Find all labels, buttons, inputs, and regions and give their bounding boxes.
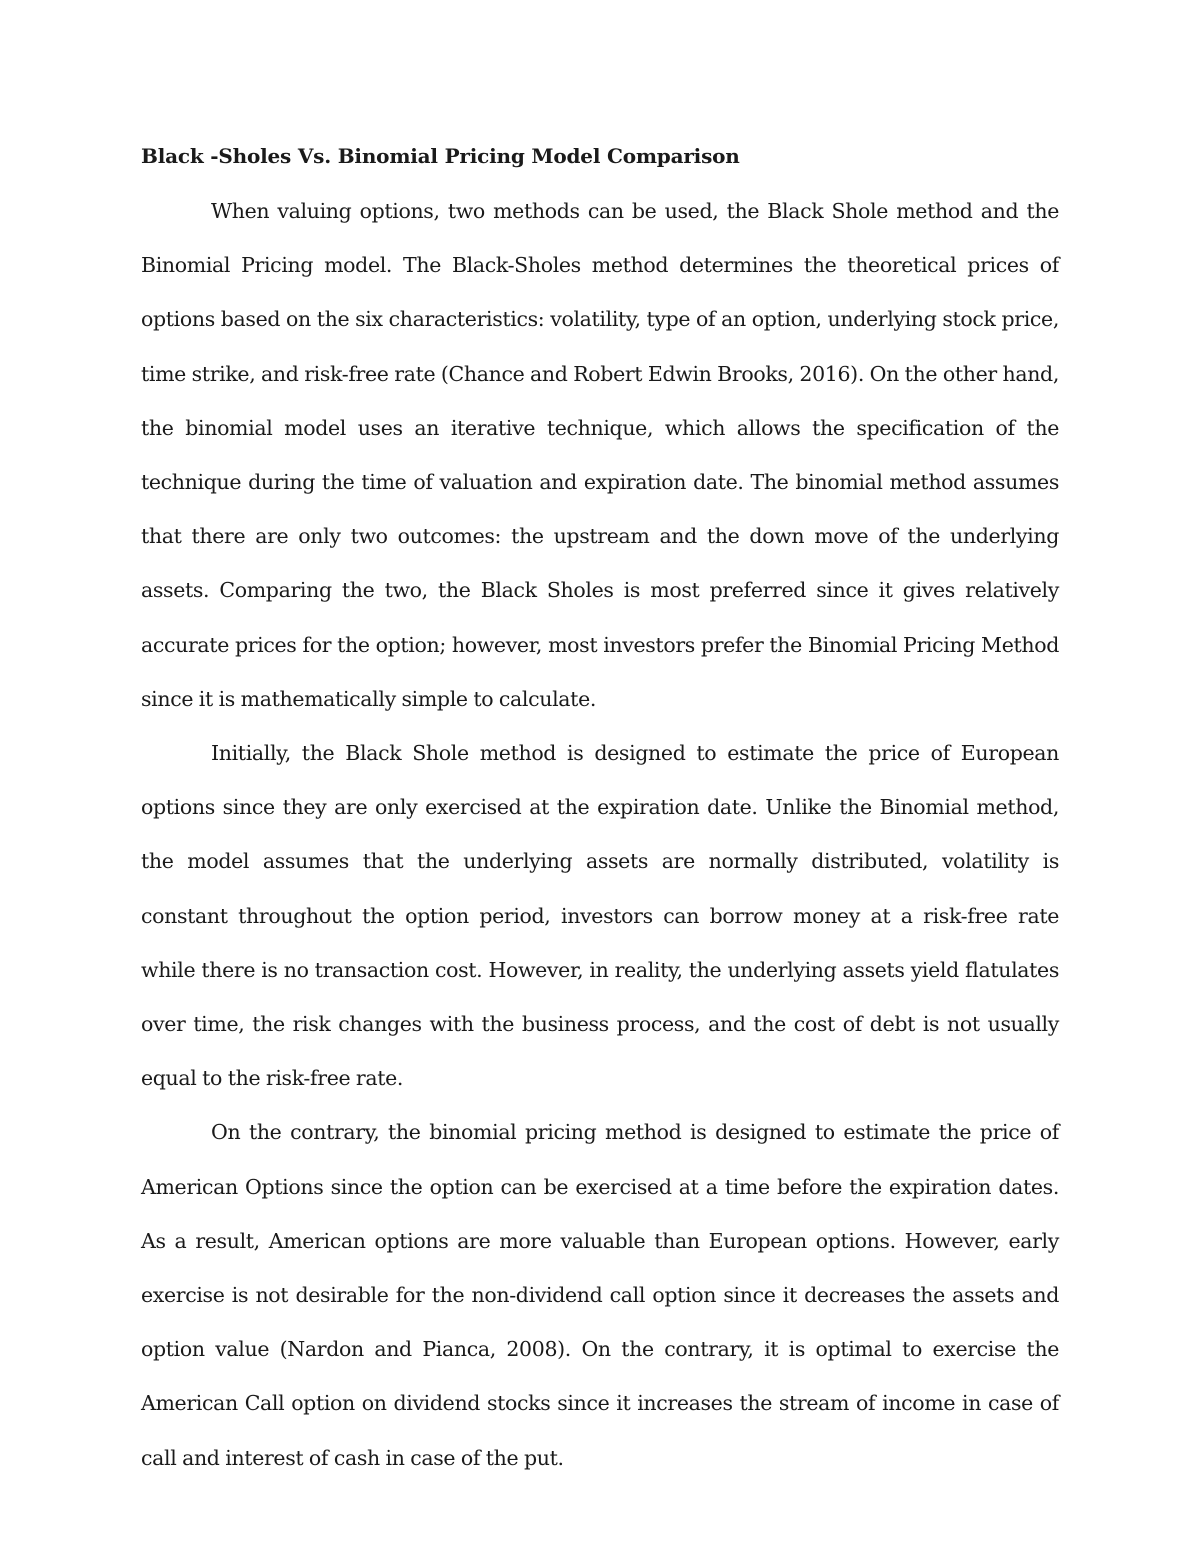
paragraph-3: On the contrary, the binomial pricing method is designed to estimate the price of American Options since the option can be exercised at a time before the expiration dates. As a result, American options are more valuable than European options. However, early exercise is not desirable for the non-dividend call option since it decreases the assets and option value (Nardon and Pianca, 2008). On the contrary, it is optimal to exercise the American Call option on dividend stocks since it increases the stream of income in case of call and interest of cash in case of the put. [141,1120,1059,1470]
paragraph-1: When valuing options, two methods can be used, the Black Shole method and the Binomial Pricing model. The Black-Sholes method determines the theoretical prices of options based on the six characteristics: volatility, type of an option, underlying stock price, time strike, and risk-free rate (Chance and Robert Edwin Brooks, 2016). On the other hand, the binomial model uses an iterative technique, which allows the specification of the technique during the time of valuation and expiration date. The binomial method assumes that there are only two outcomes: the upstream and the down move of the underlying assets. Comparing the two, the Black Sholes is most preferred since it gives relatively accurate prices for the option; however, most investors prefer the Binomial Pricing Method since it is mathematically simple to calculate. [141,199,1059,711]
document-title: Black -Sholes Vs. Binomial Pricing Model Comparison [141,144,740,168]
document-page [141,128,1059,1485]
paragraph-2: Initially, the Black Shole method is designed to estimate the price of European options since they are only exercised at the expiration date. Unlike the Binomial method, the model assumes that the underlying assets are normally distributed, volatility is constant throughout the option period, investors can borrow money at a risk-free rate while there is no transaction cost. However, in reality, the underlying assets yield flatulates over time, the risk changes with the business process, and the cost of debt is not usually equal to the risk-free rate. [141,741,1059,1091]
